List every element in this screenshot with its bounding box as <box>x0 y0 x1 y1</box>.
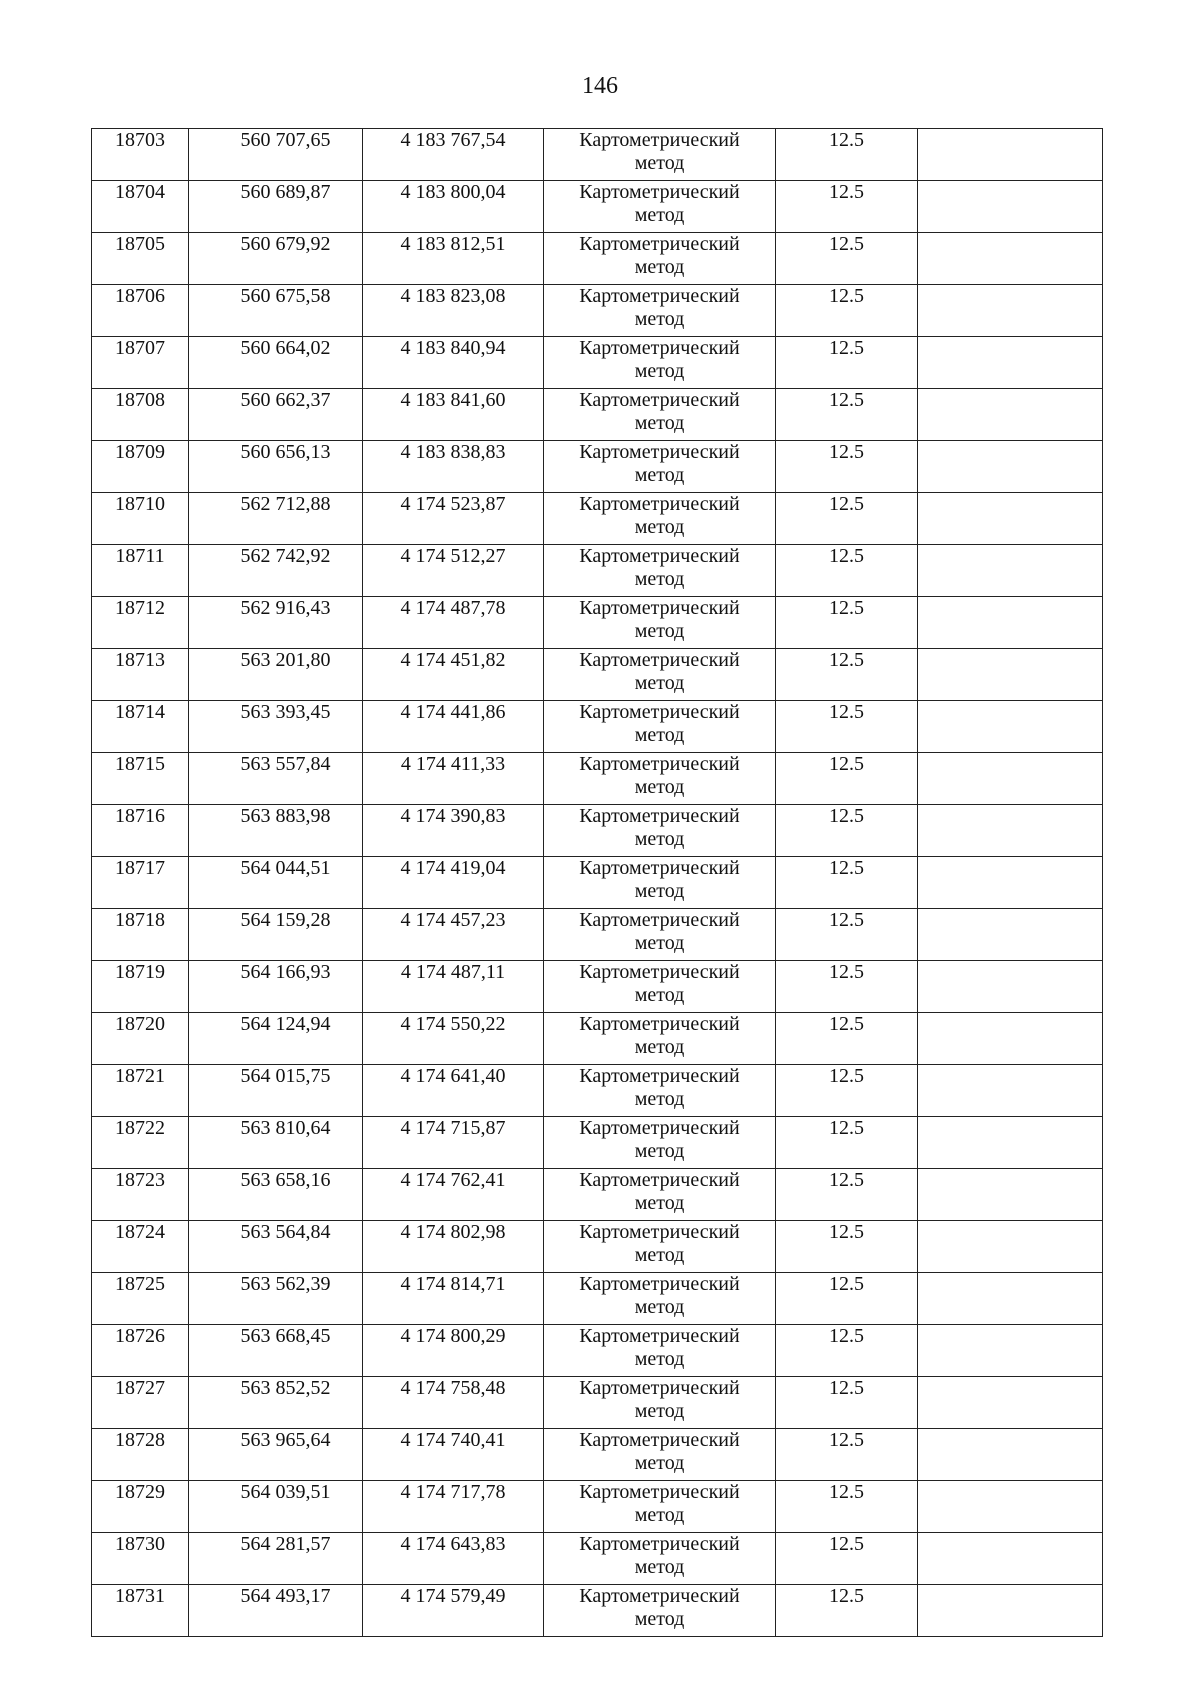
x-coordinate-cell <box>189 961 363 1013</box>
y-coordinate-cell: 4 174 419,04 <box>363 857 544 909</box>
point-id-cell: 18703 <box>92 129 189 181</box>
point-id-cell: 18721 <box>92 1065 189 1117</box>
x-coordinate-cell <box>189 909 363 961</box>
method-line-2: метод <box>634 1348 685 1370</box>
x-coordinate-cell <box>189 753 363 805</box>
method-line-2: метод <box>634 152 685 174</box>
method-line-2: метод <box>634 516 685 538</box>
x-coordinate: 564 044,51 <box>240 857 331 879</box>
method-line-2: метод <box>634 724 685 746</box>
method-cell <box>544 389 776 441</box>
accuracy-cell: 12.5 <box>776 441 918 493</box>
method-line-1: Картометрический <box>579 701 740 723</box>
note-cell <box>918 181 1103 233</box>
table-row <box>92 1273 1103 1325</box>
x-coordinate: 560 656,13 <box>240 441 331 463</box>
accuracy-cell: 12.5 <box>776 1169 918 1221</box>
table-row <box>92 1429 1103 1481</box>
method-cell <box>544 493 776 545</box>
method-line-1: Картометрический <box>579 285 740 307</box>
point-id-cell: 18707 <box>92 337 189 389</box>
method-cell <box>544 1273 776 1325</box>
table-row <box>92 909 1103 961</box>
method-line-1: Картометрический <box>579 857 740 879</box>
y-coordinate-cell: 4 174 523,87 <box>363 493 544 545</box>
x-coordinate: 563 668,45 <box>240 1325 331 1347</box>
method-line-1: Картометрический <box>579 1013 740 1035</box>
method-cell <box>544 1013 776 1065</box>
accuracy-cell: 12.5 <box>776 961 918 1013</box>
method-line-2: метод <box>634 1504 685 1526</box>
method-line-1: Картометрический <box>579 233 740 255</box>
table-row <box>92 1585 1103 1637</box>
accuracy-cell: 12.5 <box>776 1377 918 1429</box>
method-cell <box>544 961 776 1013</box>
point-id-cell: 18706 <box>92 285 189 337</box>
accuracy-cell: 12.5 <box>776 493 918 545</box>
note-cell <box>918 1585 1103 1637</box>
method-cell <box>544 1325 776 1377</box>
note-cell <box>918 1429 1103 1481</box>
x-coordinate: 563 852,52 <box>240 1377 331 1399</box>
method-line-2: метод <box>634 1296 685 1318</box>
x-coordinate: 563 883,98 <box>240 805 331 827</box>
note-cell <box>918 233 1103 285</box>
accuracy-cell: 12.5 <box>776 1117 918 1169</box>
method-line-1: Картометрический <box>579 493 740 515</box>
method-cell <box>544 909 776 961</box>
method-line-2: метод <box>634 984 685 1006</box>
method-line-1: Картометрический <box>579 181 740 203</box>
x-coordinate: 562 742,92 <box>240 545 331 567</box>
point-id-cell: 18709 <box>92 441 189 493</box>
point-id-cell: 18731 <box>92 1585 189 1637</box>
y-coordinate-cell: 4 174 814,71 <box>363 1273 544 1325</box>
method-cell <box>544 545 776 597</box>
note-cell <box>918 441 1103 493</box>
y-coordinate-cell: 4 183 838,83 <box>363 441 544 493</box>
note-cell <box>918 909 1103 961</box>
point-id-cell: 18714 <box>92 701 189 753</box>
point-id-cell: 18720 <box>92 1013 189 1065</box>
x-coordinate: 560 689,87 <box>240 181 331 203</box>
table-row <box>92 493 1103 545</box>
note-cell <box>918 337 1103 389</box>
x-coordinate: 563 658,16 <box>240 1169 331 1191</box>
x-coordinate: 563 810,64 <box>240 1117 331 1139</box>
method-line-2: метод <box>634 620 685 642</box>
accuracy-cell: 12.5 <box>776 1065 918 1117</box>
x-coordinate-cell <box>189 441 363 493</box>
coordinates-table <box>91 128 1103 1637</box>
x-coordinate: 563 201,80 <box>240 649 331 671</box>
method-cell <box>544 701 776 753</box>
x-coordinate-cell <box>189 1117 363 1169</box>
method-line-1: Картометрический <box>579 1221 740 1243</box>
method-cell <box>544 1533 776 1585</box>
x-coordinate-cell <box>189 649 363 701</box>
x-coordinate: 564 159,28 <box>240 909 331 931</box>
x-coordinate-cell <box>189 1533 363 1585</box>
table-row <box>92 1377 1103 1429</box>
x-coordinate: 563 393,45 <box>240 701 331 723</box>
point-id-cell: 18725 <box>92 1273 189 1325</box>
point-id-cell: 18727 <box>92 1377 189 1429</box>
point-id-cell: 18719 <box>92 961 189 1013</box>
point-id-cell: 18716 <box>92 805 189 857</box>
accuracy-cell: 12.5 <box>776 1273 918 1325</box>
y-coordinate-cell: 4 183 823,08 <box>363 285 544 337</box>
table-row <box>92 805 1103 857</box>
method-cell <box>544 597 776 649</box>
y-coordinate-cell: 4 174 457,23 <box>363 909 544 961</box>
point-id-cell: 18712 <box>92 597 189 649</box>
method-line-1: Картометрический <box>579 649 740 671</box>
table-row <box>92 1481 1103 1533</box>
y-coordinate-cell: 4 174 512,27 <box>363 545 544 597</box>
method-line-1: Картометрический <box>579 1533 740 1555</box>
y-coordinate-cell: 4 183 800,04 <box>363 181 544 233</box>
table-row <box>92 701 1103 753</box>
y-coordinate-cell: 4 174 641,40 <box>363 1065 544 1117</box>
method-cell <box>544 1585 776 1637</box>
accuracy-cell: 12.5 <box>776 1533 918 1585</box>
method-cell <box>544 1429 776 1481</box>
x-coordinate-cell <box>189 545 363 597</box>
method-line-2: метод <box>634 1244 685 1266</box>
method-line-2: метод <box>634 776 685 798</box>
method-cell <box>544 1169 776 1221</box>
x-coordinate-cell <box>189 181 363 233</box>
point-id-cell: 18728 <box>92 1429 189 1481</box>
accuracy-cell: 12.5 <box>776 805 918 857</box>
note-cell <box>918 1481 1103 1533</box>
table-row <box>92 961 1103 1013</box>
accuracy-cell: 12.5 <box>776 857 918 909</box>
x-coordinate-cell <box>189 1273 363 1325</box>
x-coordinate: 564 281,57 <box>240 1533 331 1555</box>
note-cell <box>918 1221 1103 1273</box>
method-line-1: Картометрический <box>579 753 740 775</box>
accuracy-cell: 12.5 <box>776 389 918 441</box>
y-coordinate-cell: 4 174 487,11 <box>363 961 544 1013</box>
y-coordinate-cell: 4 174 451,82 <box>363 649 544 701</box>
x-coordinate: 560 662,37 <box>240 389 331 411</box>
y-coordinate-cell: 4 174 717,78 <box>363 1481 544 1533</box>
note-cell <box>918 701 1103 753</box>
accuracy-cell: 12.5 <box>776 1481 918 1533</box>
x-coordinate: 563 965,64 <box>240 1429 331 1451</box>
point-id-cell: 18730 <box>92 1533 189 1585</box>
note-cell <box>918 1169 1103 1221</box>
accuracy-cell: 12.5 <box>776 597 918 649</box>
x-coordinate: 562 916,43 <box>240 597 331 619</box>
method-line-2: метод <box>634 1088 685 1110</box>
point-id-cell: 18711 <box>92 545 189 597</box>
x-coordinate: 563 562,39 <box>240 1273 331 1295</box>
point-id-cell: 18704 <box>92 181 189 233</box>
x-coordinate-cell <box>189 597 363 649</box>
method-line-1: Картометрический <box>579 337 740 359</box>
x-coordinate: 564 039,51 <box>240 1481 331 1503</box>
method-line-1: Картометрический <box>579 1481 740 1503</box>
method-line-1: Картометрический <box>579 805 740 827</box>
x-coordinate: 564 493,17 <box>240 1585 331 1607</box>
method-cell <box>544 1221 776 1273</box>
method-line-1: Картометрический <box>579 1325 740 1347</box>
x-coordinate-cell <box>189 389 363 441</box>
table-row <box>92 1533 1103 1585</box>
note-cell <box>918 545 1103 597</box>
x-coordinate: 560 675,58 <box>240 285 331 307</box>
x-coordinate-cell <box>189 701 363 753</box>
note-cell <box>918 285 1103 337</box>
note-cell <box>918 961 1103 1013</box>
x-coordinate: 563 557,84 <box>240 753 331 775</box>
x-coordinate-cell <box>189 1481 363 1533</box>
method-line-1: Картометрический <box>579 961 740 983</box>
point-id-cell: 18717 <box>92 857 189 909</box>
table-row <box>92 129 1103 181</box>
table-row <box>92 1325 1103 1377</box>
table-row <box>92 1013 1103 1065</box>
method-line-1: Картометрический <box>579 1377 740 1399</box>
method-line-2: метод <box>634 932 685 954</box>
table-row <box>92 233 1103 285</box>
x-coordinate: 560 679,92 <box>240 233 331 255</box>
note-cell <box>918 1325 1103 1377</box>
method-line-2: метод <box>634 256 685 278</box>
y-coordinate-cell: 4 183 812,51 <box>363 233 544 285</box>
point-id-cell: 18724 <box>92 1221 189 1273</box>
accuracy-cell: 12.5 <box>776 337 918 389</box>
x-coordinate-cell <box>189 805 363 857</box>
table-row <box>92 337 1103 389</box>
x-coordinate: 560 707,65 <box>240 129 331 151</box>
x-coordinate: 562 712,88 <box>240 493 331 515</box>
x-coordinate-cell <box>189 857 363 909</box>
method-line-2: метод <box>634 1140 685 1162</box>
method-cell <box>544 129 776 181</box>
x-coordinate-cell <box>189 1065 363 1117</box>
table-row <box>92 597 1103 649</box>
point-id-cell: 18715 <box>92 753 189 805</box>
table-row <box>92 389 1103 441</box>
method-cell <box>544 441 776 493</box>
x-coordinate: 564 015,75 <box>240 1065 331 1087</box>
method-cell <box>544 1117 776 1169</box>
x-coordinate-cell <box>189 285 363 337</box>
method-line-1: Картометрический <box>579 441 740 463</box>
y-coordinate-cell: 4 183 767,54 <box>363 129 544 181</box>
point-id-cell: 18710 <box>92 493 189 545</box>
x-coordinate: 560 664,02 <box>240 337 331 359</box>
x-coordinate-cell <box>189 1169 363 1221</box>
table-row <box>92 1117 1103 1169</box>
note-cell <box>918 493 1103 545</box>
method-cell <box>544 649 776 701</box>
y-coordinate-cell: 4 174 643,83 <box>363 1533 544 1585</box>
accuracy-cell: 12.5 <box>776 1013 918 1065</box>
method-line-1: Картометрический <box>579 597 740 619</box>
method-line-2: метод <box>634 464 685 486</box>
accuracy-cell: 12.5 <box>776 285 918 337</box>
accuracy-cell: 12.5 <box>776 753 918 805</box>
x-coordinate-cell <box>189 1221 363 1273</box>
method-line-1: Картометрический <box>579 1117 740 1139</box>
coordinates-table-body <box>92 129 1103 1637</box>
point-id-cell: 18723 <box>92 1169 189 1221</box>
accuracy-cell: 12.5 <box>776 1585 918 1637</box>
x-coordinate-cell <box>189 233 363 285</box>
method-cell <box>544 233 776 285</box>
accuracy-cell: 12.5 <box>776 129 918 181</box>
note-cell <box>918 389 1103 441</box>
accuracy-cell: 12.5 <box>776 1429 918 1481</box>
y-coordinate-cell: 4 183 841,60 <box>363 389 544 441</box>
point-id-cell: 18729 <box>92 1481 189 1533</box>
method-line-1: Картометрический <box>579 545 740 567</box>
method-line-1: Картометрический <box>579 1585 740 1607</box>
y-coordinate-cell: 4 174 390,83 <box>363 805 544 857</box>
note-cell <box>918 1013 1103 1065</box>
y-coordinate-cell: 4 174 758,48 <box>363 1377 544 1429</box>
method-line-2: метод <box>634 672 685 694</box>
y-coordinate-cell: 4 174 550,22 <box>363 1013 544 1065</box>
y-coordinate-cell: 4 174 579,49 <box>363 1585 544 1637</box>
accuracy-cell: 12.5 <box>776 701 918 753</box>
table-row <box>92 753 1103 805</box>
table-row <box>92 545 1103 597</box>
note-cell <box>918 649 1103 701</box>
table-row <box>92 649 1103 701</box>
point-id-cell: 18708 <box>92 389 189 441</box>
method-line-2: метод <box>634 1036 685 1058</box>
table-row <box>92 1065 1103 1117</box>
point-id-cell: 18722 <box>92 1117 189 1169</box>
method-line-2: метод <box>634 1400 685 1422</box>
method-line-1: Картометрический <box>579 129 740 151</box>
note-cell <box>918 1533 1103 1585</box>
x-coordinate: 564 124,94 <box>240 1013 331 1035</box>
note-cell <box>918 805 1103 857</box>
point-id-cell: 18726 <box>92 1325 189 1377</box>
page-number: 146 <box>582 73 618 99</box>
method-cell <box>544 1481 776 1533</box>
method-line-1: Картометрический <box>579 1169 740 1191</box>
point-id-cell: 18705 <box>92 233 189 285</box>
method-line-2: метод <box>634 1452 685 1474</box>
x-coordinate-cell <box>189 1429 363 1481</box>
point-id-cell: 18718 <box>92 909 189 961</box>
y-coordinate-cell: 4 174 740,41 <box>363 1429 544 1481</box>
table-row <box>92 1221 1103 1273</box>
x-coordinate-cell <box>189 1013 363 1065</box>
method-cell <box>544 285 776 337</box>
method-line-1: Картометрический <box>579 1273 740 1295</box>
x-coordinate-cell <box>189 1585 363 1637</box>
note-cell <box>918 1117 1103 1169</box>
note-cell <box>918 597 1103 649</box>
accuracy-cell: 12.5 <box>776 233 918 285</box>
y-coordinate-cell: 4 183 840,94 <box>363 337 544 389</box>
note-cell <box>918 1065 1103 1117</box>
table-row <box>92 1169 1103 1221</box>
method-cell <box>544 805 776 857</box>
method-line-2: метод <box>634 1556 685 1578</box>
table-row <box>92 285 1103 337</box>
method-cell <box>544 181 776 233</box>
y-coordinate-cell: 4 174 762,41 <box>363 1169 544 1221</box>
x-coordinate-cell <box>189 337 363 389</box>
point-id-cell: 18713 <box>92 649 189 701</box>
method-cell <box>544 1377 776 1429</box>
method-cell <box>544 1065 776 1117</box>
y-coordinate-cell: 4 174 441,86 <box>363 701 544 753</box>
table-row <box>92 441 1103 493</box>
table-row <box>92 181 1103 233</box>
method-line-1: Картометрический <box>579 909 740 931</box>
note-cell <box>918 1273 1103 1325</box>
y-coordinate-cell: 4 174 411,33 <box>363 753 544 805</box>
accuracy-cell: 12.5 <box>776 909 918 961</box>
method-line-2: метод <box>634 1192 685 1214</box>
accuracy-cell: 12.5 <box>776 1221 918 1273</box>
x-coordinate-cell <box>189 493 363 545</box>
method-cell <box>544 753 776 805</box>
note-cell <box>918 1377 1103 1429</box>
y-coordinate-cell: 4 174 487,78 <box>363 597 544 649</box>
method-line-2: метод <box>634 568 685 590</box>
method-line-1: Картометрический <box>579 389 740 411</box>
y-coordinate-cell: 4 174 800,29 <box>363 1325 544 1377</box>
accuracy-cell: 12.5 <box>776 545 918 597</box>
method-line-2: метод <box>634 880 685 902</box>
method-line-2: метод <box>634 360 685 382</box>
method-line-2: метод <box>634 1608 685 1630</box>
x-coordinate: 563 564,84 <box>240 1221 331 1243</box>
x-coordinate: 564 166,93 <box>240 961 331 983</box>
method-cell <box>544 857 776 909</box>
x-coordinate-cell <box>189 129 363 181</box>
method-line-1: Картометрический <box>579 1429 740 1451</box>
accuracy-cell: 12.5 <box>776 181 918 233</box>
method-line-2: метод <box>634 204 685 226</box>
note-cell <box>918 857 1103 909</box>
x-coordinate-cell <box>189 1325 363 1377</box>
method-line-2: метод <box>634 308 685 330</box>
y-coordinate-cell: 4 174 715,87 <box>363 1117 544 1169</box>
note-cell <box>918 129 1103 181</box>
method-line-2: метод <box>634 412 685 434</box>
y-coordinate-cell: 4 174 802,98 <box>363 1221 544 1273</box>
accuracy-cell: 12.5 <box>776 649 918 701</box>
note-cell <box>918 753 1103 805</box>
method-line-1: Картометрический <box>579 1065 740 1087</box>
accuracy-cell: 12.5 <box>776 1325 918 1377</box>
table-row <box>92 857 1103 909</box>
method-line-2: метод <box>634 828 685 850</box>
method-cell <box>544 337 776 389</box>
x-coordinate-cell <box>189 1377 363 1429</box>
